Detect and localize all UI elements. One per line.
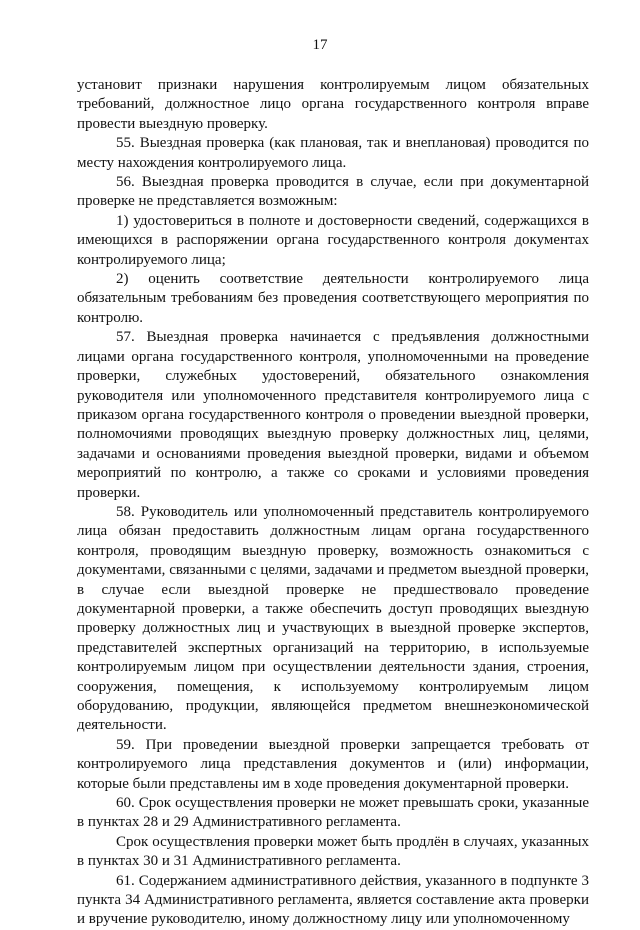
paragraph-59: 59. При проведении выездной проверки запрещается требовать от контролируемого лица представления документов и (или) информации, которые были представлены им в ходе проведения документарной проверки. (77, 736, 589, 792)
page-number: 17 (312, 37, 328, 53)
paragraph-56-item-1: 1) удостовериться в полноте и достоверности сведений, содержащихся в имеющихся в распоряжении органа государственного контроля документах контролируемого лица; (77, 212, 589, 268)
paragraph-56: 56. Выездная проверка проводится в случае, если при документарной проверке не представляется возможным: (77, 174, 589, 210)
paragraph-continuation: установит признаки нарушения контролируемым лицом обязательных требований, должностное лицо органа государственного контроля вправе провести выездную проверку. (77, 77, 589, 132)
paragraph-58: 58. Руководитель или уполномоченный представитель контролируемого лица обязан предоставить должностным лицам органа государственного контроля, проводящим выездную проверку, возможность ознакомиться с документами, связанными с целями, задачами и предметом выездной проверки, в случае если выездной проверке не предшествовало проведение документарной проверки, а также обеспечить доступ проводящих выездную проверку должностных лиц и участвующих в выездной проверке экспертов, представителей экспертных организаций на территорию, в используемые контролируемым лицом при осуществлении деятельности здания, строения, сооружения, помещения, к используемому контролируемым лицом оборудованию, продукции, являющейся предметом внешнеэкономической деятельности. (77, 503, 589, 734)
paragraph-60-extension: Срок осуществления проверки может быть продлён в случаях, указанных в пунктах 30 и 31 Административного регламента. (77, 833, 589, 870)
document-body (77, 76, 589, 930)
paragraph-55: 55. Выездная проверка (как плановая, так и внеплановая) проводится по месту нахождения контролируемого лица. (77, 135, 589, 171)
paragraph-56-item-2: 2) оценить соответствие деятельности контролируемого лица обязательным требованиям без проведения соответствующего мероприятия по контролю. (77, 271, 589, 326)
paragraph-61: 61. Содержанием административного действия, указанного в подпункте 3 пункта 34 Административного регламента, является составление акта проверки и вручение руководителю, иному должностному лицу или уполномоченному (77, 872, 589, 928)
paragraph-57: 57. Выездная проверка начинается с предъявления должностными лицами органа государственного контроля, уполномоченными на проведение проверки, служебных удостоверений, обязательного ознакомления руководителя или уполномоченного представителя контролируемого лица с приказом органа государственного контроля о проведении выездной проверки, полномочиями проводящих выездную проверку должностных лиц, целями, задачами и основаниями проведения выездной проверки, видами и объемом мероприятий по контролю, а также со сроками и условиями проведения проверки. (77, 329, 589, 501)
paragraph-60: 60. Срок осуществления проверки не может превышать сроки, указанные в пунктах 28 и 29 Административного регламента. (77, 795, 589, 831)
